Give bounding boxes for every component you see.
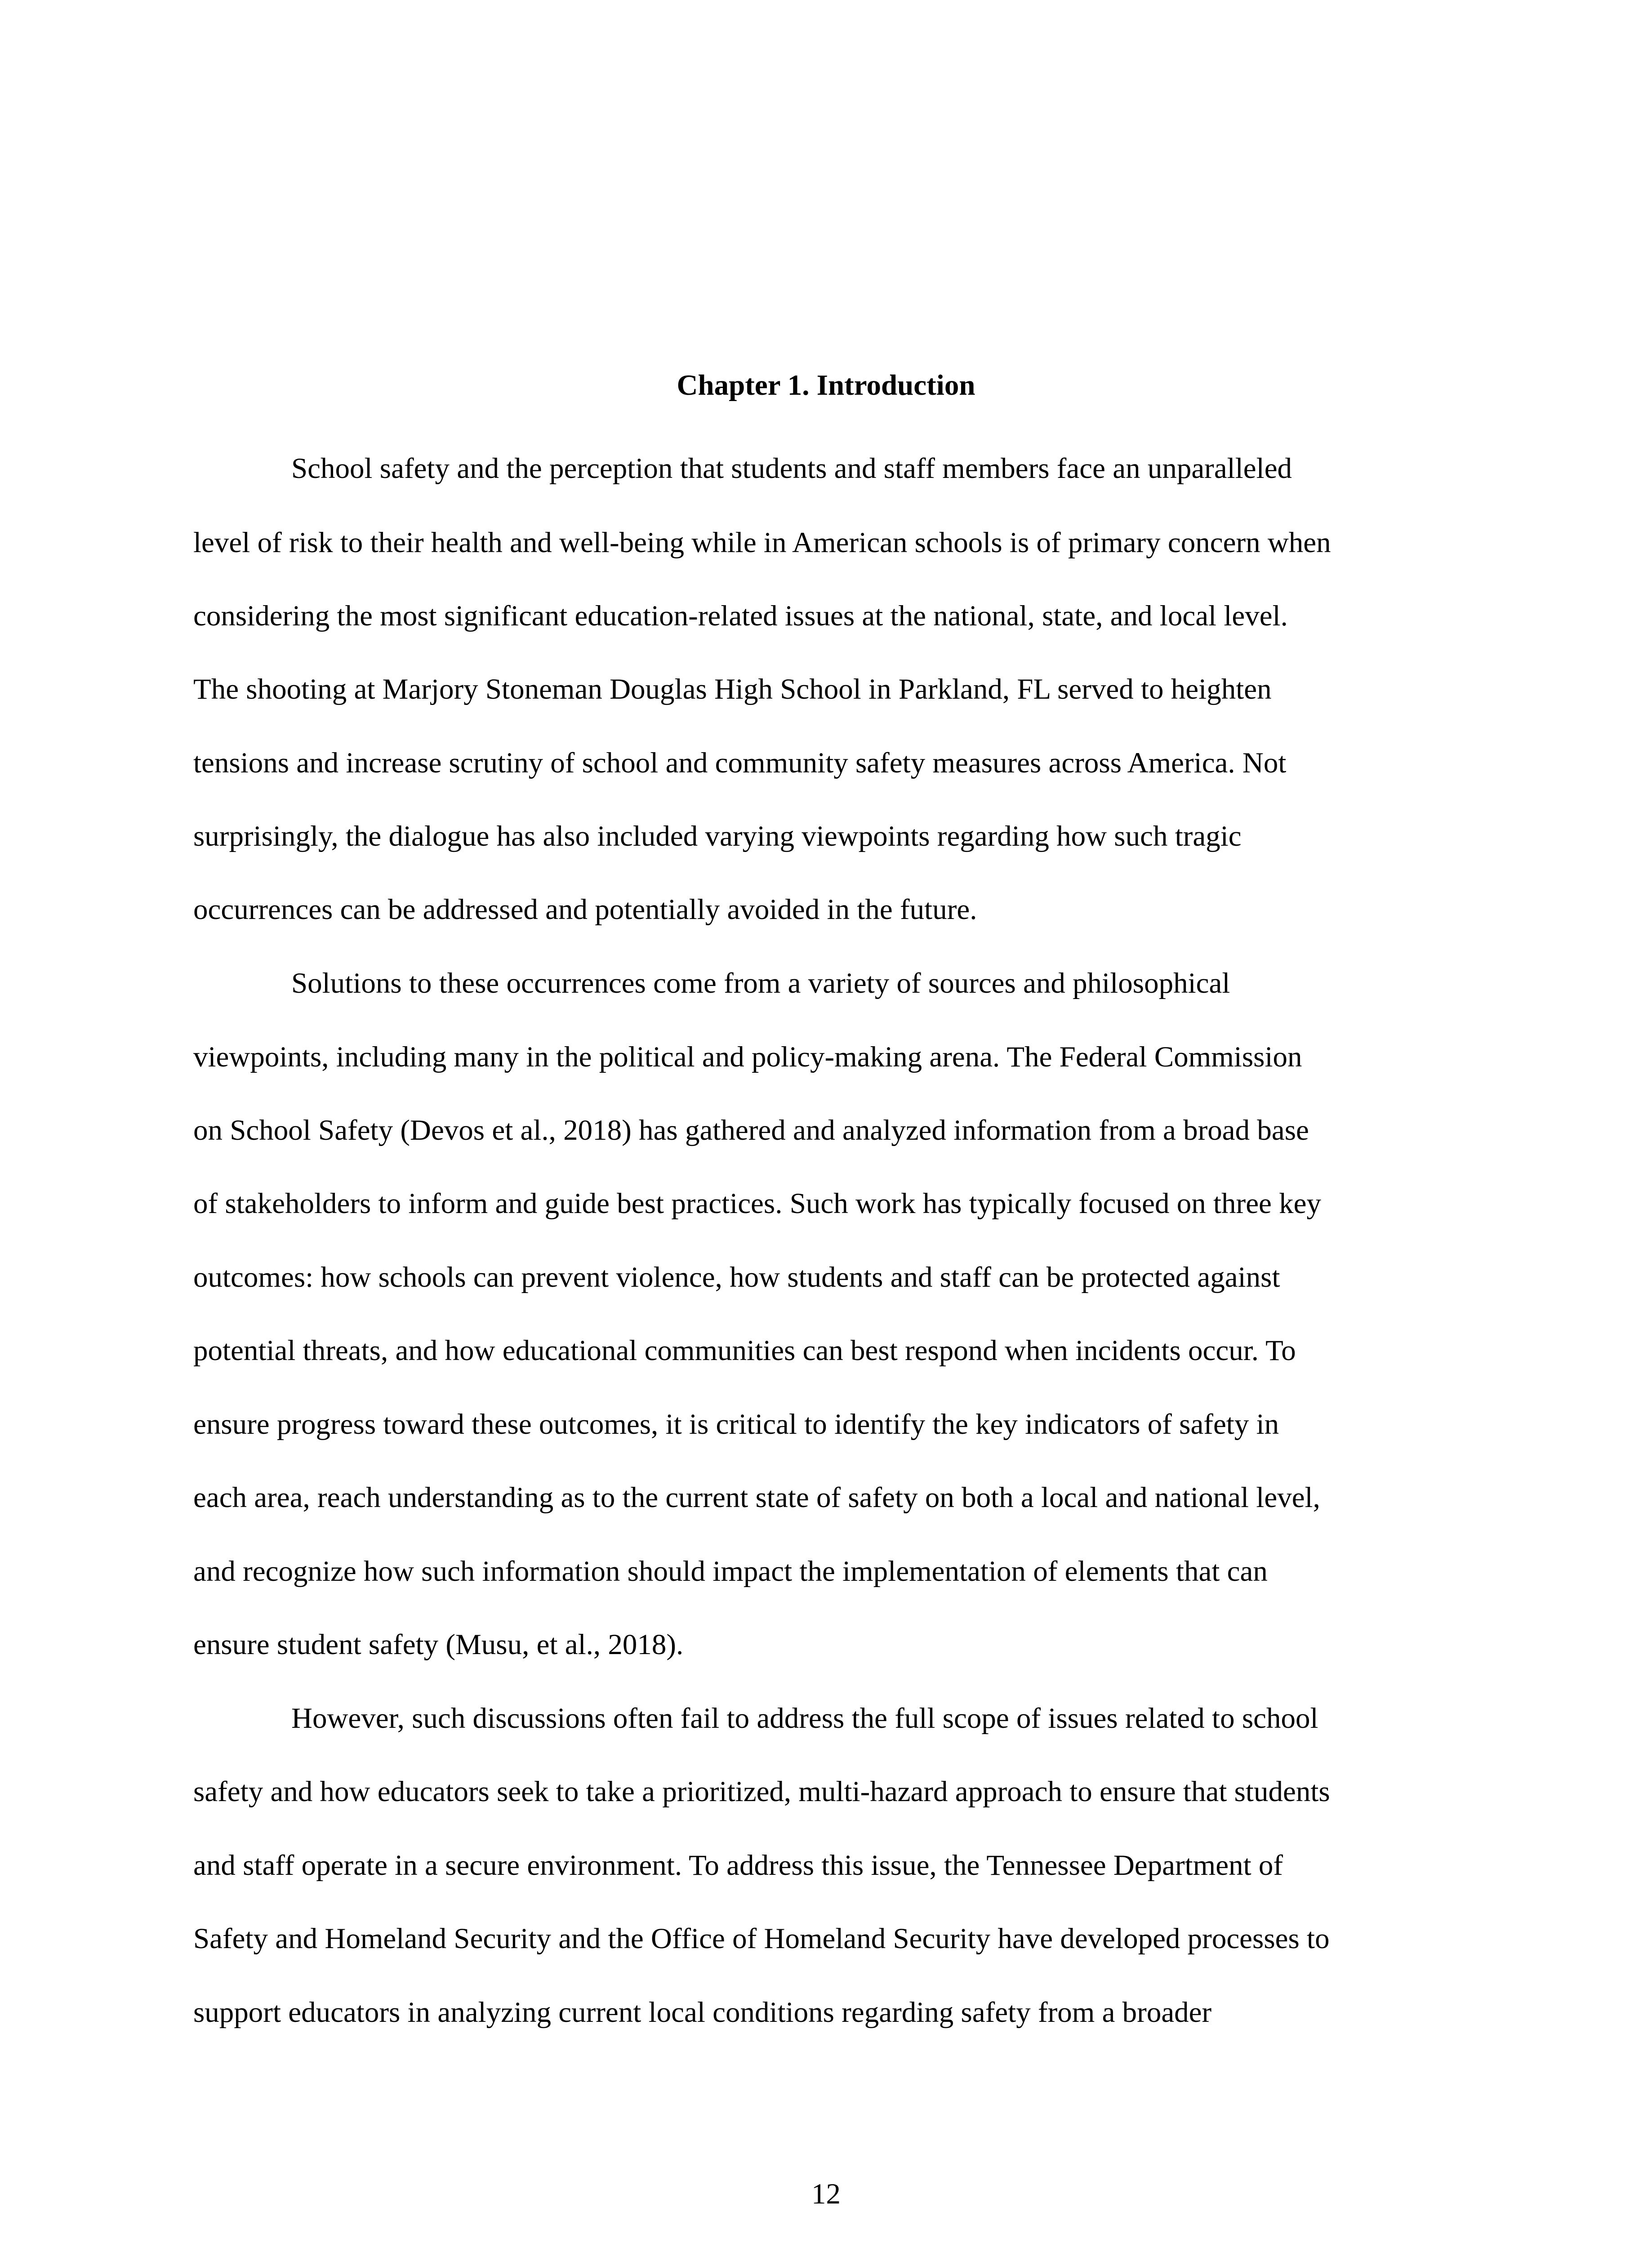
text-line: potential threats, and how educational communities can best respond when incidents occur. To <box>193 1334 1296 1367</box>
text-line: and staff operate in a secure environment. To address this issue, the Tennessee Department of <box>193 1849 1283 1882</box>
text-line: each area, reach understanding as to the current state of safety on both a local and national level, <box>193 1481 1320 1514</box>
text-line: Safety and Homeland Security and the Office of Homeland Security have developed processes to <box>193 1922 1330 1955</box>
text-line: ensure student safety (Musu, et al., 2018). <box>193 1628 684 1661</box>
text-line: of stakeholders to inform and guide best practices. Such work has typically focused on three key <box>193 1187 1322 1220</box>
text-line: support educators in analyzing current local conditions regarding safety from a broader <box>193 1996 1212 2029</box>
text-line: on School Safety (Devos et al., 2018) has gathered and analyzed information from a broad base <box>193 1114 1309 1146</box>
text-line: tensions and increase scrutiny of school and community safety measures across America. Not <box>193 747 1287 779</box>
text-line: outcomes: how schools can prevent violence, how students and staff can be protected against <box>193 1261 1280 1293</box>
text-line: ensure progress toward these outcomes, it is critical to identify the key indicators of safety in <box>193 1408 1279 1441</box>
chapter-heading: Chapter 1. Introduction <box>677 369 975 401</box>
text-line: Solutions to these occurrences come from a variety of sources and philosophical <box>291 967 1230 999</box>
text-line: considering the most significant education-related issues at the national, state, and local level. <box>193 600 1288 632</box>
text-line: safety and how educators seek to take a prioritized, multi-hazard approach to ensure that students <box>193 1775 1330 1808</box>
text-line: occurrences can be addressed and potentially avoided in the future. <box>193 893 977 926</box>
text-line: The shooting at Marjory Stoneman Douglas High School in Parkland, FL served to heighten <box>193 673 1272 705</box>
text-line: School safety and the perception that students and staff members face an unparalleled <box>291 452 1292 485</box>
text-line: surprisingly, the dialogue has also included varying viewpoints regarding how such tragic <box>193 820 1242 852</box>
text-line: viewpoints, including many in the political and policy-making arena. The Federal Commission <box>193 1041 1302 1073</box>
text-line: level of risk to their health and well-being while in American schools is of primary concern when <box>193 526 1331 559</box>
page-number: 12 <box>811 2178 841 2210</box>
text-line: However, such discussions often fail to address the full scope of issues related to school <box>291 1702 1318 1735</box>
text-line: and recognize how such information should impact the implementation of elements that can <box>193 1555 1268 1588</box>
